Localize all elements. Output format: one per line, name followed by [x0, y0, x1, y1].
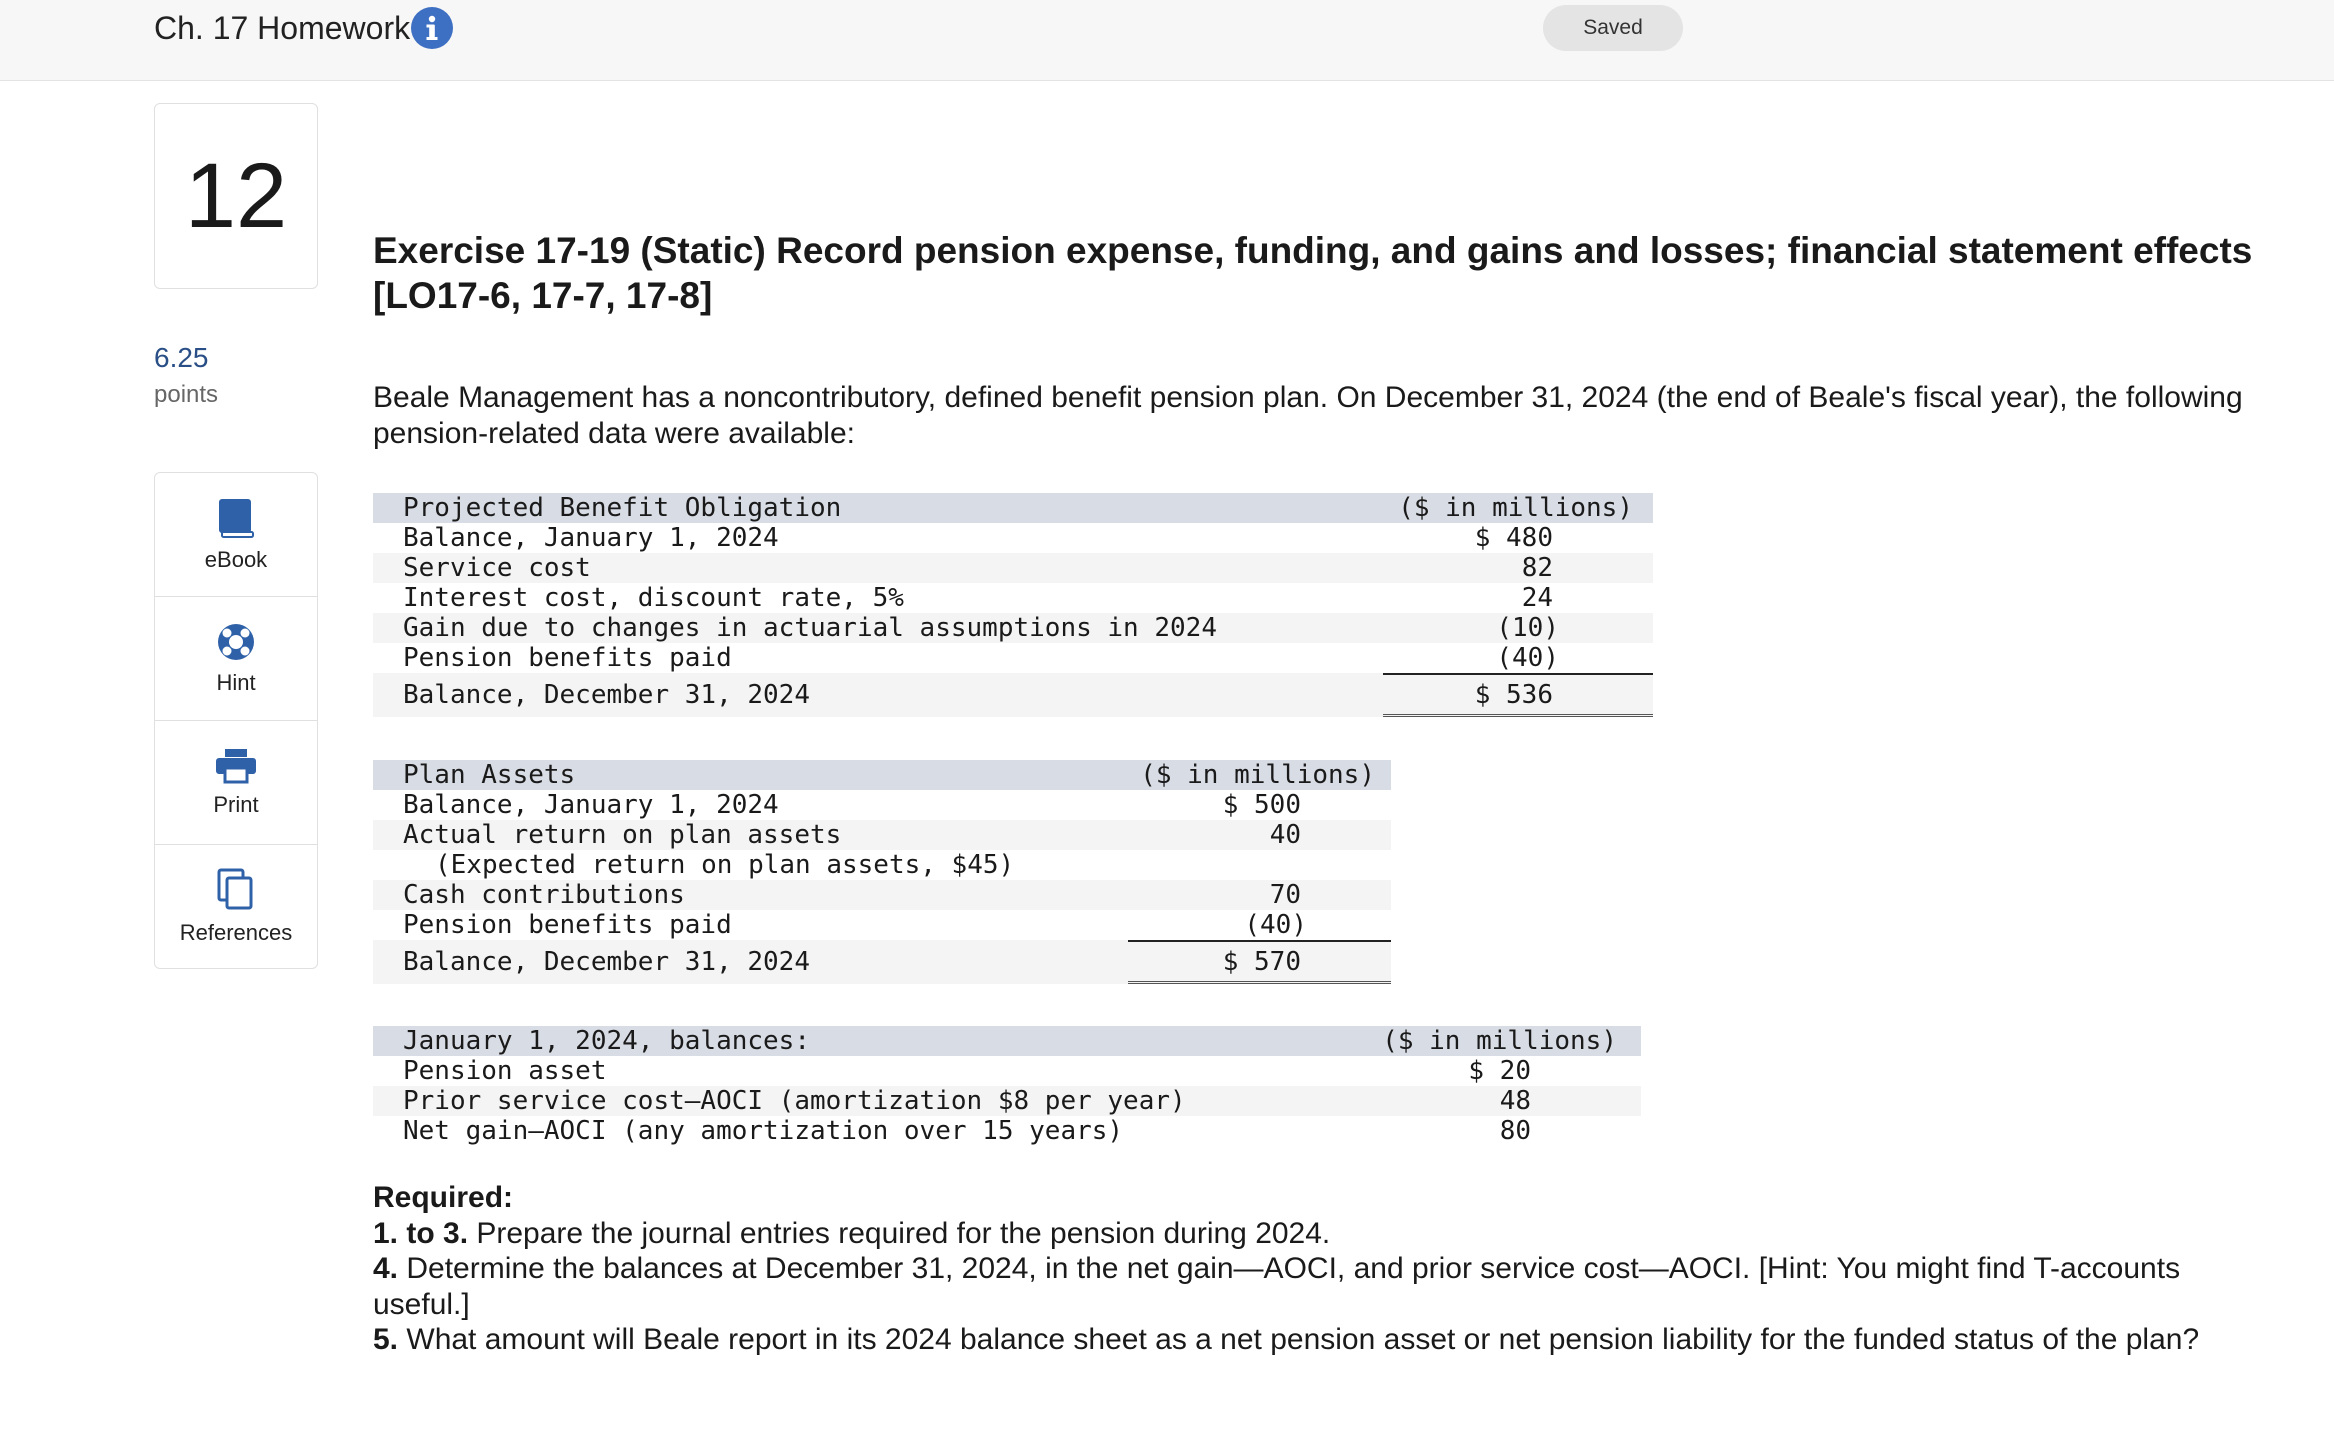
row-value: 48	[1499, 1086, 1531, 1116]
table-header-row	[373, 760, 1391, 790]
row-label: Actual return on plan assets	[403, 820, 842, 850]
required-item	[373, 1322, 2273, 1358]
table-row	[373, 1086, 1641, 1116]
top-bar	[0, 0, 2334, 81]
table-total-row	[373, 673, 1653, 717]
table-header-label: Projected Benefit Obligation	[403, 493, 842, 523]
row-label: Balance, January 1, 2024	[403, 523, 779, 553]
hint-button[interactable]	[155, 597, 317, 721]
row-label: Net gain–AOCI (any amortization over 15 years)	[403, 1116, 1124, 1146]
row-value: 70	[1269, 880, 1301, 910]
table-header-unit: ($ in millions)	[1398, 493, 1633, 523]
pbo-table	[373, 493, 1653, 717]
row-value: $ 500	[1222, 790, 1301, 820]
table-header-label: January 1, 2024, balances:	[403, 1026, 810, 1056]
total-value: $ 536	[1474, 680, 1553, 710]
printer-icon	[215, 748, 257, 784]
points-value: 6.25	[154, 342, 209, 373]
row-value: 80	[1499, 1116, 1531, 1146]
table-header-row	[373, 1026, 1641, 1056]
info-icon[interactable]	[411, 7, 453, 49]
print-button[interactable]	[155, 721, 317, 845]
table-row	[373, 643, 1653, 673]
required-heading: Required:	[373, 1181, 514, 1214]
ebook-button[interactable]	[155, 473, 317, 597]
exercise-title: Exercise 17-19 (Static) Record pension expense, funding, and gains and losses; financial statement effects [LO17-6, 17-7, 17-8]	[373, 230, 2253, 316]
book-icon	[217, 497, 255, 539]
references-label: References	[179, 920, 293, 945]
row-label: Interest cost, discount rate, 5%	[403, 583, 904, 613]
row-value: (40)	[1244, 910, 1307, 940]
saved-status-badge: Saved	[1543, 5, 1683, 51]
table-row	[373, 820, 1391, 850]
table-row	[373, 613, 1653, 643]
ebook-label: eBook	[204, 546, 268, 572]
table-row	[373, 583, 1653, 613]
table-row	[373, 1116, 1641, 1146]
row-label: Service cost	[403, 553, 591, 583]
exercise-intro: Beale Management has a noncontributory, defined benefit pension plan. On December 31, 2024 (the end of Beale's fiscal year), the following pension-related data were available:	[373, 381, 2243, 450]
row-value: 40	[1269, 820, 1301, 850]
table-row	[373, 790, 1391, 820]
print-label: Print	[213, 791, 259, 817]
row-label: Balance, January 1, 2024	[403, 790, 779, 820]
table-row	[373, 850, 1391, 880]
required-item	[373, 1216, 2273, 1252]
table-row	[373, 910, 1391, 940]
table-row	[373, 1056, 1641, 1086]
table-header-row	[373, 493, 1653, 523]
hint-label: Hint	[216, 669, 256, 695]
row-label: Prior service cost–AOCI (amortization $8 per year)	[403, 1086, 1186, 1116]
table-row	[373, 523, 1653, 553]
references-button[interactable]	[155, 845, 317, 969]
points-label: points	[154, 381, 219, 408]
table-row	[373, 880, 1391, 910]
row-value: (40)	[1496, 643, 1559, 673]
row-value: 82	[1521, 553, 1553, 583]
row-label: Gain due to changes in actuarial assumptions in 2024	[403, 613, 1217, 643]
row-value: $ 20	[1468, 1056, 1531, 1086]
total-rule	[1128, 981, 1391, 984]
lifebuoy-icon	[216, 622, 256, 662]
required-item	[373, 1251, 2273, 1322]
required-item-number: 4.	[373, 1252, 399, 1285]
table-total-row	[373, 940, 1391, 984]
plan-assets-table	[373, 760, 1391, 984]
january-balances-table	[373, 1026, 1641, 1146]
required-item-text: Prepare the journal entries required for the pension during 2024.	[476, 1216, 1331, 1250]
required-section	[373, 1180, 2273, 1358]
total-label: Balance, December 31, 2024	[403, 947, 810, 977]
tools-panel	[154, 472, 318, 969]
required-item-number: 5.	[373, 1323, 399, 1356]
required-item-text: What amount will Beale report in its 2024 balance sheet as a net pension asset or net pension liability for the funded status of the plan?	[406, 1323, 2200, 1356]
table-row	[373, 553, 1653, 583]
row-label: Cash contributions	[403, 880, 685, 910]
assignment-title: Ch. 17 Homework	[154, 10, 411, 46]
question-number: 12	[154, 103, 318, 289]
table-header-unit: ($ in millions)	[1140, 760, 1375, 790]
required-item-number: 1. to 3.	[373, 1216, 469, 1250]
copy-pages-icon	[217, 868, 255, 912]
row-value: 24	[1521, 583, 1553, 613]
required-item-text: Determine the balances at December 31, 2024, in the net gain—AOCI, and prior service cost—AOCI. [Hint: You might find T-accounts useful.]	[373, 1252, 2181, 1321]
table-header-unit: ($ in millions)	[1382, 1026, 1617, 1056]
table-header-label: Plan Assets	[403, 760, 576, 790]
row-label: Pension benefits paid	[403, 910, 732, 940]
row-label: Pension benefits paid	[403, 643, 732, 673]
row-label: (Expected return on plan assets, $45)	[435, 850, 1015, 880]
row-value: (10)	[1496, 613, 1559, 643]
total-rule	[1383, 714, 1653, 717]
row-label: Pension asset	[403, 1056, 607, 1086]
total-value: $ 570	[1222, 947, 1301, 977]
row-value: $ 480	[1474, 523, 1553, 553]
total-label: Balance, December 31, 2024	[403, 680, 810, 710]
